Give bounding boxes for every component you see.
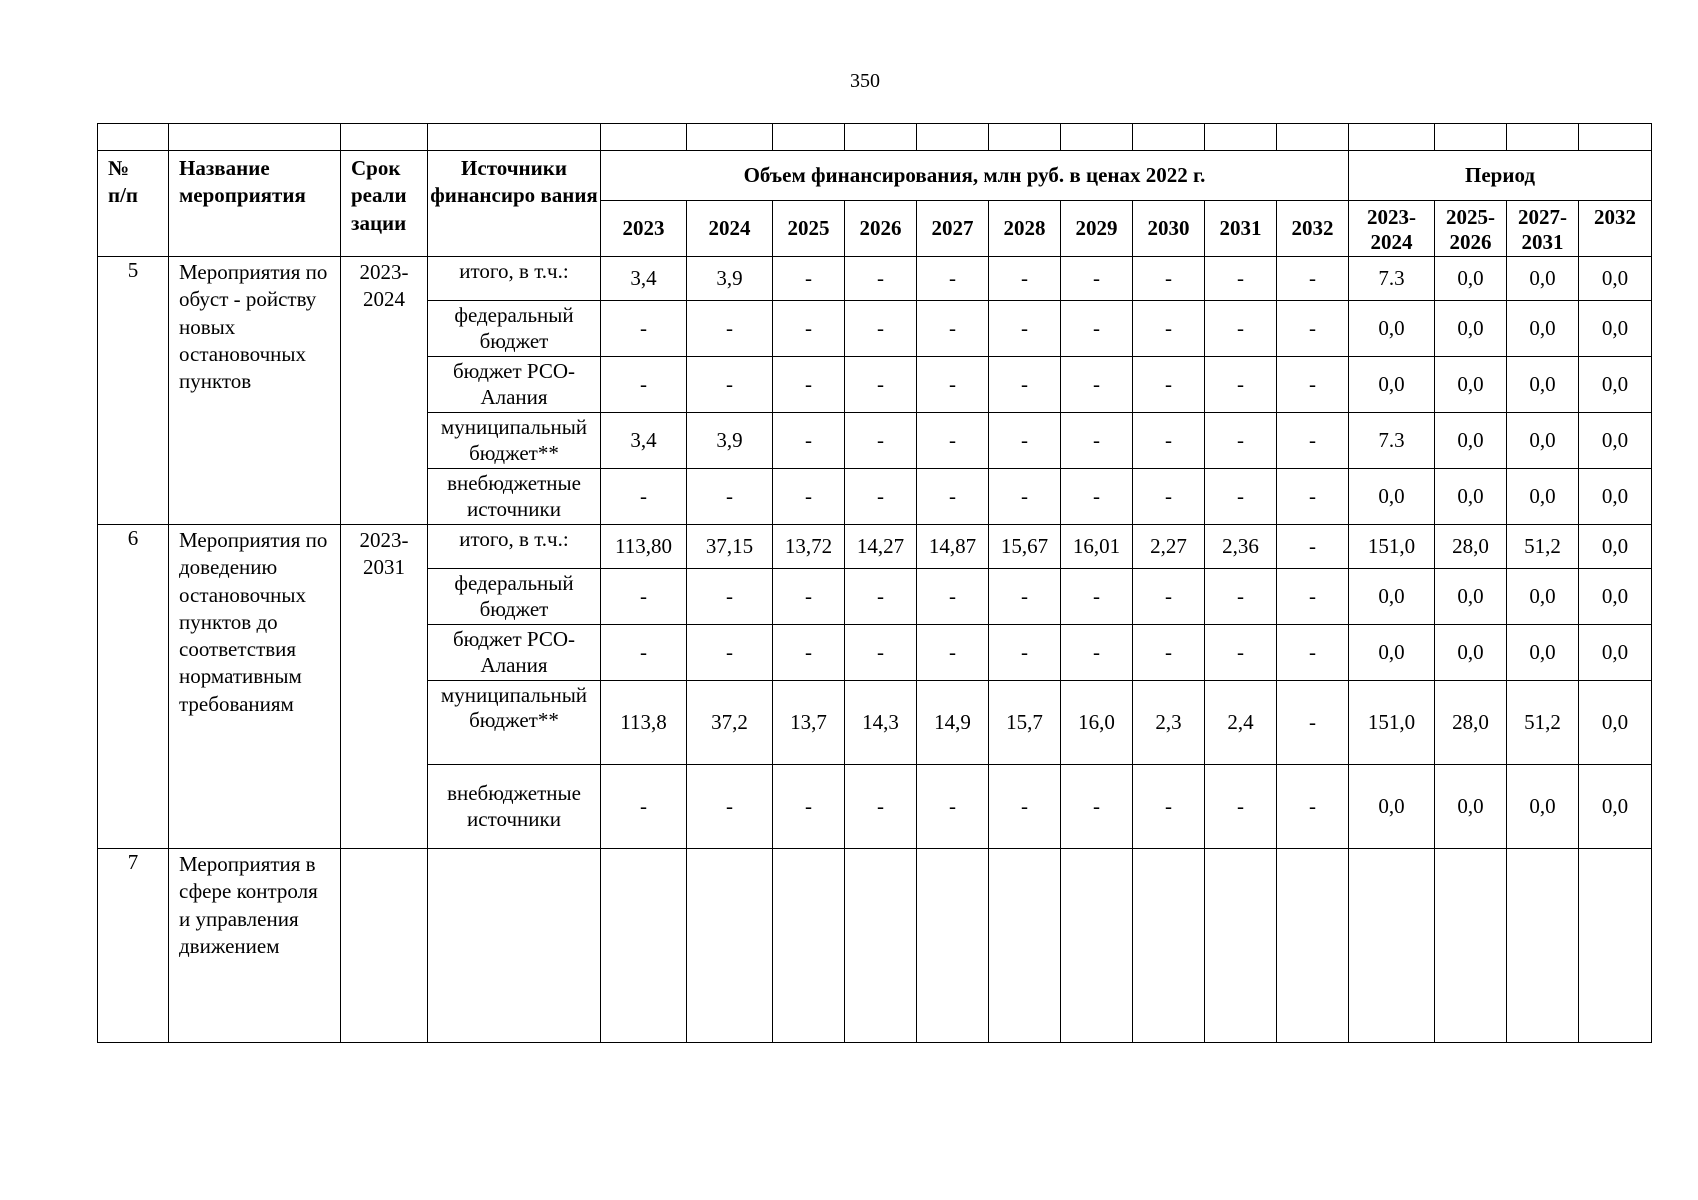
value-cell-2024: - [687,569,773,625]
header-year-2028: 2028 [989,201,1061,257]
value-cell-2024: 37,2 [687,681,773,765]
value-cell-2025: - [773,413,845,469]
activity-number: 5 [98,257,169,525]
activity-name: Мероприятия по обуст - ройству новых остановочных пунктов [169,257,341,525]
period-cell-3: 0,0 [1579,357,1652,413]
empty-cell [1277,849,1349,1043]
source-label: бюджет РСО-Алания [428,625,601,681]
value-cell-2031: - [1205,469,1277,525]
activity-term: 2023- 2031 [341,525,428,849]
value-cell-2023: 113,8 [601,681,687,765]
table-row [98,525,1652,569]
value-cell-2026: - [845,569,917,625]
value-cell-2026: - [845,469,917,525]
period-cell-3: 0,0 [1579,469,1652,525]
period-cell-3: 0,0 [1579,765,1652,849]
period-cell-0: 0,0 [1349,625,1435,681]
value-cell-2030: - [1133,357,1205,413]
period-cell-3: 0,0 [1579,413,1652,469]
period-cell-3: 0,0 [1579,569,1652,625]
value-cell-2027: - [917,469,989,525]
value-cell-2031: - [1205,301,1277,357]
value-cell-2027: - [917,357,989,413]
header-period-2: 2027- 2031 [1507,201,1579,257]
period-cell-0: 151,0 [1349,525,1435,569]
period-cell-2: 0,0 [1507,257,1579,301]
value-cell-2025: 13,72 [773,525,845,569]
value-cell-2031: 2,36 [1205,525,1277,569]
value-cell-2028: - [989,469,1061,525]
period-cell-0: 0,0 [1349,765,1435,849]
header-financing-volume: Объем финансирования, млн руб. в ценах 2022 г. [601,151,1349,201]
empty-cell [1349,849,1435,1043]
value-cell-2029: - [1061,469,1133,525]
source-label: бюджет РСО-Алания [428,357,601,413]
value-cell-2032: - [1277,469,1349,525]
value-cell-2032: - [1277,301,1349,357]
source-label: внебюджетные источники [428,765,601,849]
period-cell-0: 151,0 [1349,681,1435,765]
source-label: муниципальный бюджет** [428,681,601,765]
value-cell-2024: - [687,469,773,525]
value-cell-2023: - [601,469,687,525]
value-cell-2027: - [917,413,989,469]
empty-cell [989,849,1061,1043]
period-cell-1: 28,0 [1435,525,1507,569]
value-cell-2027: 14,9 [917,681,989,765]
financing-table [97,123,1652,1043]
value-cell-2029: 16,01 [1061,525,1133,569]
empty-cell [917,849,989,1043]
header-year-2031: 2031 [1205,201,1277,257]
period-cell-1: 28,0 [1435,681,1507,765]
value-cell-2027: - [917,765,989,849]
empty-cell [601,849,687,1043]
activity-number: 7 [98,849,169,1043]
period-cell-0: 0,0 [1349,469,1435,525]
period-cell-3: 0,0 [1579,681,1652,765]
period-cell-0: 0,0 [1349,301,1435,357]
period-cell-2: 0,0 [1507,625,1579,681]
value-cell-2023: 3,4 [601,257,687,301]
header-year-2024: 2024 [687,201,773,257]
value-cell-2030: - [1133,413,1205,469]
header-term: Срок реали зации [341,151,428,257]
table-body [98,257,1652,1043]
header-activity-name: Название мероприятия [169,151,341,257]
value-cell-2023: - [601,625,687,681]
value-cell-2031: - [1205,569,1277,625]
period-cell-1: 0,0 [1435,301,1507,357]
value-cell-2032: - [1277,413,1349,469]
value-cell-2028: - [989,569,1061,625]
header-period-1: 2025- 2026 [1435,201,1507,257]
period-cell-3: 0,0 [1579,525,1652,569]
value-cell-2024: - [687,765,773,849]
value-cell-2023: - [601,301,687,357]
value-cell-2024: 3,9 [687,257,773,301]
value-cell-2031: - [1205,625,1277,681]
value-cell-2032: - [1277,625,1349,681]
activity-name: Мероприятия в сфере контроля и управления движением [169,849,341,1043]
period-cell-0: 0,0 [1349,569,1435,625]
header-year-2030: 2030 [1133,201,1205,257]
value-cell-2026: 14,3 [845,681,917,765]
value-cell-2025: - [773,469,845,525]
value-cell-2023: 3,4 [601,413,687,469]
period-cell-1: 0,0 [1435,569,1507,625]
table-top-spacer-row [98,124,1652,151]
value-cell-2025: - [773,257,845,301]
source-label: федеральный бюджет [428,301,601,357]
value-cell-2026: - [845,257,917,301]
value-cell-2030: - [1133,301,1205,357]
value-cell-2025: - [773,765,845,849]
period-cell-0: 0,0 [1349,357,1435,413]
source-label: итого, в т.ч.: [428,525,601,569]
value-cell-2029: - [1061,301,1133,357]
value-cell-2028: - [989,257,1061,301]
value-cell-2031: - [1205,413,1277,469]
table-row [98,257,1652,301]
value-cell-2025: 13,7 [773,681,845,765]
empty-cell [1061,849,1133,1043]
value-cell-2029: 16,0 [1061,681,1133,765]
period-cell-1: 0,0 [1435,625,1507,681]
value-cell-2026: - [845,625,917,681]
value-cell-2032: - [1277,357,1349,413]
value-cell-2028: - [989,357,1061,413]
header-year-2025: 2025 [773,201,845,257]
value-cell-2026: - [845,301,917,357]
value-cell-2029: - [1061,257,1133,301]
header-year-2026: 2026 [845,201,917,257]
value-cell-2024: - [687,625,773,681]
empty-cell [1507,849,1579,1043]
header-number: № п/п [98,151,169,257]
value-cell-2025: - [773,569,845,625]
value-cell-2028: - [989,765,1061,849]
value-cell-2031: - [1205,257,1277,301]
value-cell-2029: - [1061,413,1133,469]
value-cell-2025: - [773,301,845,357]
value-cell-2024: - [687,357,773,413]
value-cell-2023: - [601,357,687,413]
source-label: итого, в т.ч.: [428,257,601,301]
header-year-2029: 2029 [1061,201,1133,257]
value-cell-2024: 3,9 [687,413,773,469]
value-cell-2027: - [917,569,989,625]
header-period-0: 2023- 2024 [1349,201,1435,257]
value-cell-2031: 2,4 [1205,681,1277,765]
period-cell-1: 0,0 [1435,469,1507,525]
period-cell-3: 0,0 [1579,625,1652,681]
value-cell-2023: - [601,569,687,625]
period-cell-1: 0,0 [1435,357,1507,413]
value-cell-2030: - [1133,569,1205,625]
value-cell-2027: 14,87 [917,525,989,569]
period-cell-0: 7.3 [1349,413,1435,469]
header-period-3: 2032 [1579,201,1652,257]
period-cell-2: 0,0 [1507,413,1579,469]
empty-cell [1435,849,1507,1043]
value-cell-2024: 37,15 [687,525,773,569]
empty-cell [1133,849,1205,1043]
value-cell-2032: - [1277,257,1349,301]
value-cell-2028: 15,7 [989,681,1061,765]
value-cell-2026: - [845,765,917,849]
value-cell-2026: 14,27 [845,525,917,569]
value-cell-2025: - [773,625,845,681]
empty-cell [428,849,601,1043]
value-cell-2028: - [989,413,1061,469]
empty-cell [1579,849,1652,1043]
value-cell-2032: - [1277,569,1349,625]
value-cell-2030: 2,3 [1133,681,1205,765]
activity-number: 6 [98,525,169,849]
value-cell-2030: - [1133,469,1205,525]
period-cell-2: 0,0 [1507,469,1579,525]
value-cell-2027: - [917,301,989,357]
empty-cell [845,849,917,1043]
value-cell-2029: - [1061,357,1133,413]
value-cell-2030: 2,27 [1133,525,1205,569]
value-cell-2027: - [917,257,989,301]
period-cell-1: 0,0 [1435,765,1507,849]
activity-term: 2023- 2024 [341,257,428,525]
value-cell-2032: - [1277,765,1349,849]
header-row-1 [98,151,1652,201]
period-cell-2: 51,2 [1507,525,1579,569]
source-label: муниципальный бюджет** [428,413,601,469]
activity-name: Мероприятия по доведению остановочных пунктов до соответствия нормативным требованиям [169,525,341,849]
period-cell-0: 7.3 [1349,257,1435,301]
empty-cell [341,849,428,1043]
empty-cell [773,849,845,1043]
period-cell-2: 0,0 [1507,765,1579,849]
empty-cell [687,849,773,1043]
value-cell-2030: - [1133,625,1205,681]
value-cell-2031: - [1205,765,1277,849]
empty-cell [1205,849,1277,1043]
period-cell-1: 0,0 [1435,413,1507,469]
table-row [98,849,1652,1043]
value-cell-2028: 15,67 [989,525,1061,569]
page-number: 350 [850,70,880,92]
value-cell-2026: - [845,413,917,469]
value-cell-2031: - [1205,357,1277,413]
period-cell-2: 0,0 [1507,357,1579,413]
value-cell-2029: - [1061,625,1133,681]
value-cell-2030: - [1133,765,1205,849]
value-cell-2025: - [773,357,845,413]
header-period: Период [1349,151,1652,201]
period-cell-2: 51,2 [1507,681,1579,765]
value-cell-2032: - [1277,525,1349,569]
value-cell-2028: - [989,625,1061,681]
value-cell-2026: - [845,357,917,413]
financing-table-container [97,123,1650,1043]
period-cell-1: 0,0 [1435,257,1507,301]
header-year-2027: 2027 [917,201,989,257]
value-cell-2024: - [687,301,773,357]
header-year-2032: 2032 [1277,201,1349,257]
period-cell-3: 0,0 [1579,257,1652,301]
value-cell-2028: - [989,301,1061,357]
source-label: федеральный бюджет [428,569,601,625]
period-cell-2: 0,0 [1507,569,1579,625]
value-cell-2029: - [1061,569,1133,625]
value-cell-2030: - [1133,257,1205,301]
value-cell-2029: - [1061,765,1133,849]
value-cell-2032: - [1277,681,1349,765]
header-year-2023: 2023 [601,201,687,257]
value-cell-2027: - [917,625,989,681]
value-cell-2023: 113,80 [601,525,687,569]
value-cell-2023: - [601,765,687,849]
header-sources: Источники финансиро вания [428,151,601,257]
source-label: внебюджетные источники [428,469,601,525]
period-cell-2: 0,0 [1507,301,1579,357]
period-cell-3: 0,0 [1579,301,1652,357]
